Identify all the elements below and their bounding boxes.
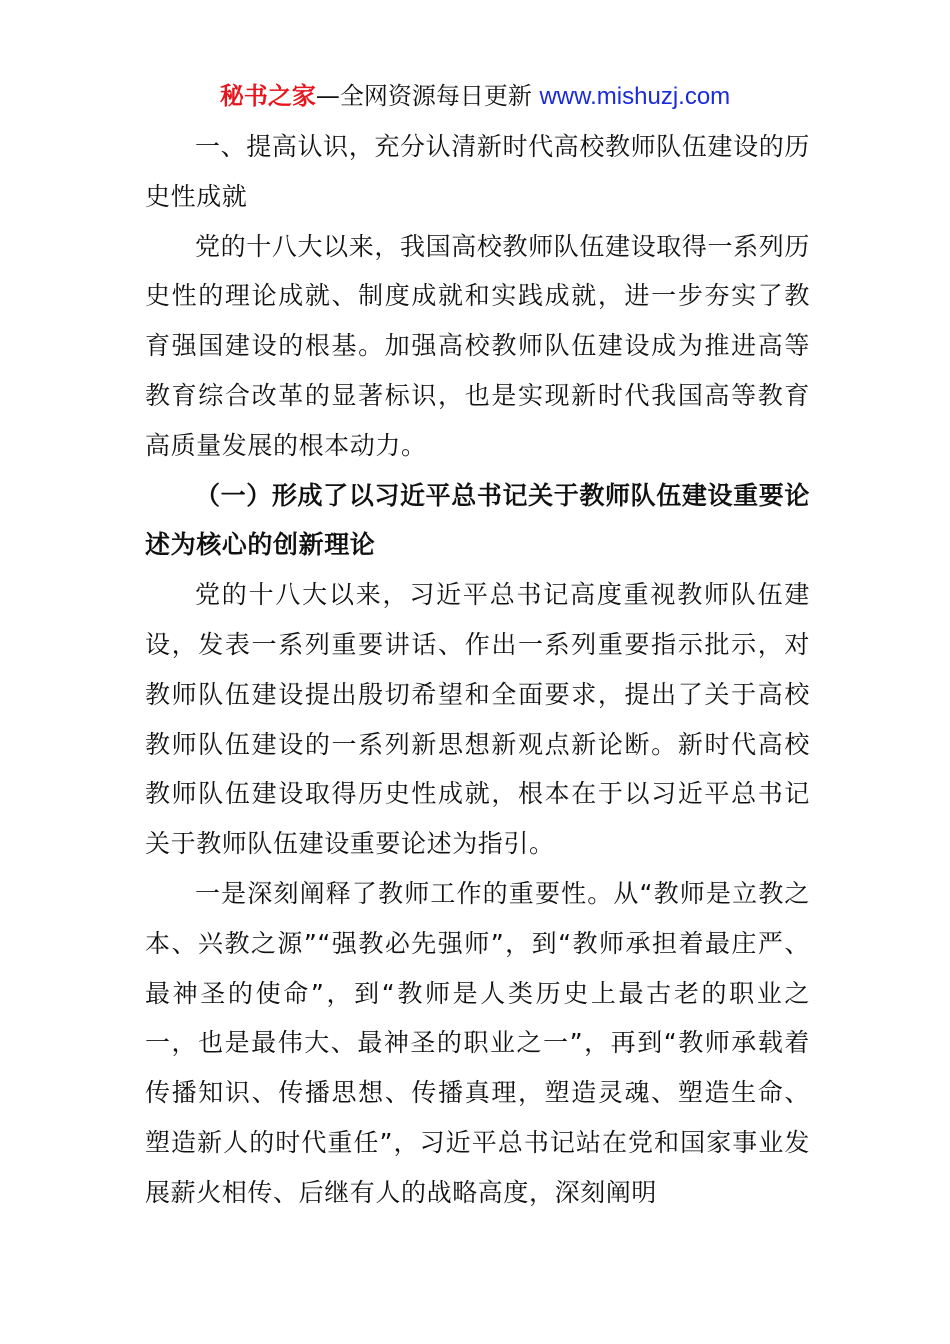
body-paragraph: 党的十八大以来，我国高校教师队伍建设取得一系列历史性的理论成就、制度成就和实践成就，进一步夯实了教育强国建设的根基。加强高校教师队伍建设成为推进高等教育综合改革的显著标识，也是实现新时代我国高等教育高质量发展的根本动力。 (145, 231, 810, 460)
body-paragraph: 一是深刻阐释了教师工作的重要性。从“教师是立教之本、兴教之源”“强教必先强师”，到“教师承担着最庄严、最神圣的使命”，到“教师是人类历史上最古老的职业之一，也是最伟大、最神圣的职业之一”，再到“教师承载着传播知识、传播思想、传播真理，塑造灵魂、塑造生命、塑造新人的时代重任”，习近平总书记站在党和国家事业发展薪火相传、后继有人的战略高度，深刻阐明 (145, 878, 810, 1207)
site-tagline: —全网资源每日更新 (315, 82, 532, 110)
subsection-heading: （一）形成了以习近平总书记关于教师队伍建设重要论述为核心的创新理论 (145, 480, 810, 560)
document-body (145, 122, 810, 1218)
page-header (0, 80, 950, 113)
site-url-link[interactable]: www.mishuzj.com (539, 83, 731, 110)
section-heading: 一、提高认识，充分认清新时代高校教师队伍建设的历史性成就 (145, 132, 810, 211)
body-paragraph: 党的十八大以来，习近平总书记高度重视教师队伍建设，发表一系列重要讲话、作出一系列重要指示批示，对教师队伍建设提出殷切希望和全面要求，提出了关于高校教师队伍建设的一系列新思想新观点新论断。新时代高校教师队伍建设取得历史性成就，根本在于以习近平总书记关于教师队伍建设重要论述为指引。 (145, 580, 810, 859)
site-brand: 秘书之家 (219, 82, 316, 110)
